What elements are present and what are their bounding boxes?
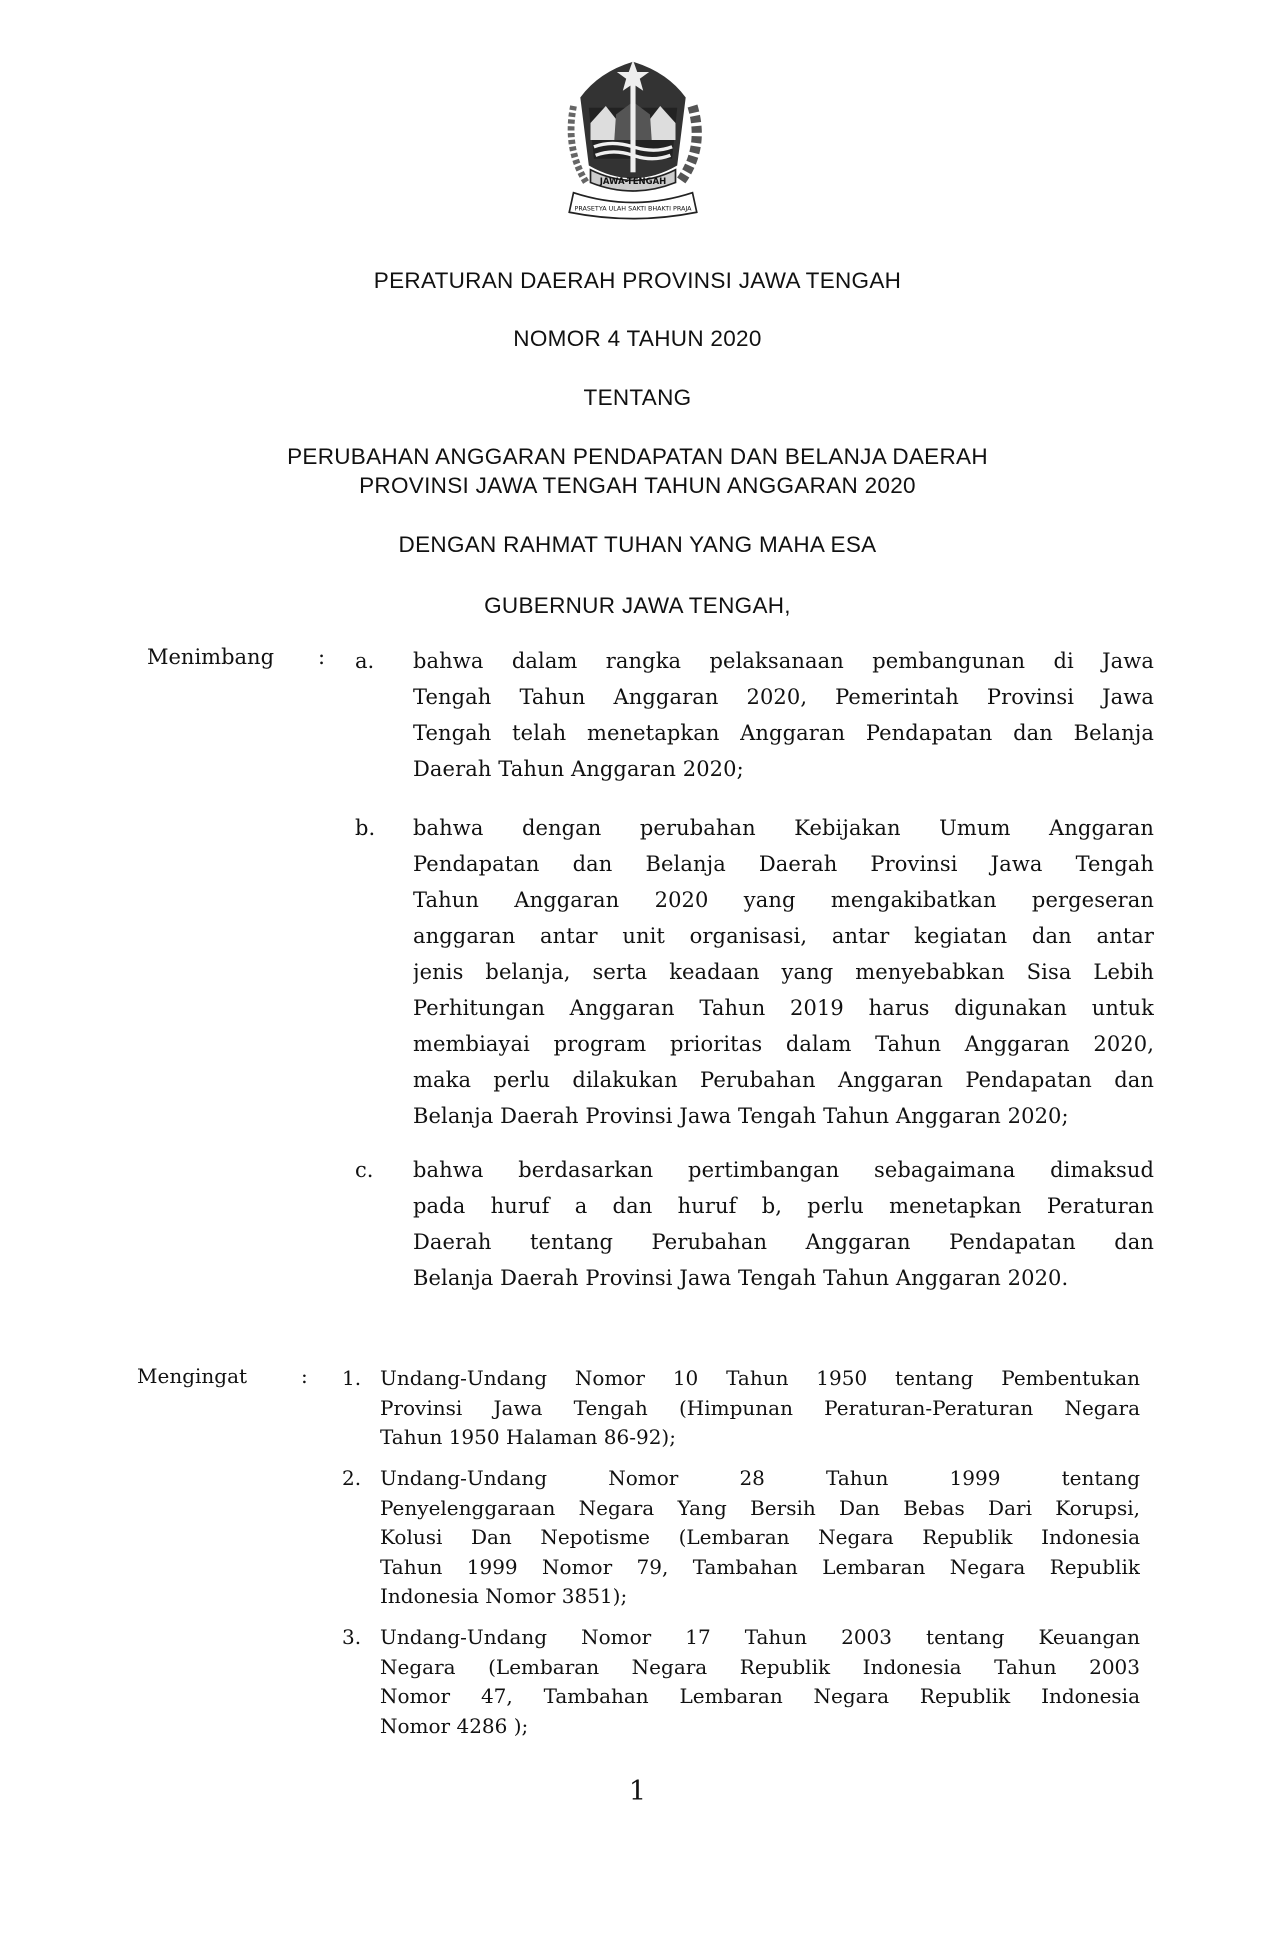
regulation-subject-line1: PERUBAHAN ANGGARAN PENDAPATAN DAN BELANJA DAERAH [287,444,988,469]
mengingat-item [380,1464,1140,1612]
mengingat-item-line: Tahun 1950 Halaman 86-92); [380,1425,676,1450]
mengingat-label: Mengingat [137,1364,248,1388]
regulation-number: NOMOR 4 TAHUN 2020 [513,326,762,351]
mengingat-item-marker: 3. [342,1625,362,1649]
mengingat-item-line: Penyelenggaraan Negara Yang Bersih Dan Bebas Dari Korupsi, [380,1495,1140,1520]
menimbang-item-line: bahwa dalam rangka pelaksanaan pembangunan di Jawa [413,649,1154,673]
mengingat-item-line: Undang-Undang Nomor 10 Tahun 1950 tentang Pembentukan [380,1366,1140,1390]
menimbang-item-line: jenis belanja, serta keadaan yang menyebabkan Sisa Lebih [413,960,1154,984]
mengingat-item-line: Provinsi Jawa Tengah (Himpunan Peraturan-Peraturan Negara [380,1395,1140,1420]
logo-banner-text: JAWA-TENGAH [599,177,667,188]
menimbang-item-line: Daerah tentang Perubahan Anggaran Pendapatan dan [413,1230,1154,1254]
jawa-tengah-coat-of-arms-logo [548,54,718,226]
menimbang-item-marker: c. [355,1158,374,1182]
menimbang-label: Menimbang [147,645,275,669]
logo-motto-text: PRASETYA ULAH SAKTI BHAKTI PRAJA [574,204,692,213]
menimbang-item-line: Perhitungan Anggaran Tahun 2019 harus digunakan untuk [413,996,1154,1020]
mengingat-item-marker: 2. [342,1466,362,1490]
mengingat-item-line: Nomor 4286 ); [380,1713,529,1738]
menimbang-item [413,810,1154,1134]
menimbang-item-line: Tengah telah menetapkan Anggaran Pendapatan dan Belanja [413,721,1154,745]
menimbang-item-line: bahwa berdasarkan pertimbangan sebagaimana dimaksud [413,1158,1154,1182]
menimbang-colon: : [318,645,326,669]
menimbang-item-line: Belanja Daerah Provinsi Jawa Tengah Tahun Anggaran 2020; [413,1104,1069,1128]
mengingat-item-line: Tahun 1999 Nomor 79, Tambahan Lembaran Negara Republik [380,1554,1140,1579]
menimbang-item-line: Daerah Tahun Anggaran 2020; [413,757,744,781]
menimbang-item-line: bahwa dengan perubahan Kebijakan Umum Anggaran [413,816,1154,840]
menimbang-item-line: anggaran antar unit organisasi, antar kegiatan dan antar [413,924,1154,948]
menimbang-item-line: pada huruf a dan huruf b, perlu menetapkan Peraturan [413,1194,1154,1218]
mengingat-item-line: Undang-Undang Nomor 17 Tahun 2003 tentang Keuangan [380,1625,1140,1649]
menimbang-item [413,643,1154,787]
governor-heading: GUBERNUR JAWA TENGAH, [484,593,791,618]
menimbang-item-line: Tahun Anggaran 2020 yang mengakibatkan pergeseran [413,888,1154,912]
mengingat-colon: : [301,1364,308,1388]
regulation-subject-line2: PROVINSI JAWA TENGAH TAHUN ANGGARAN 2020 [359,473,916,498]
blessing-text: DENGAN RAHMAT TUHAN YANG MAHA ESA [398,532,877,557]
mengingat-item [380,1364,1140,1453]
menimbang-item-line: Pendapatan dan Belanja Daerah Provinsi Jawa Tengah [413,852,1154,876]
menimbang-item-line: Belanja Daerah Provinsi Jawa Tengah Tahun Anggaran 2020. [413,1266,1069,1290]
mengingat-item-marker: 1. [342,1366,362,1390]
page-number: 1 [628,1776,647,1807]
regulation-title: PERATURAN DAERAH PROVINSI JAWA TENGAH [373,268,902,293]
menimbang-item-line: maka perlu dilakukan Perubahan Anggaran Pendapatan dan [413,1068,1154,1092]
menimbang-item-marker: a. [355,649,375,673]
menimbang-item-line: membiayai program prioritas dalam Tahun Anggaran 2020, [413,1032,1154,1056]
regulation-about: TENTANG [583,385,692,410]
mengingat-item [380,1623,1140,1741]
menimbang-item [413,1152,1154,1296]
menimbang-item-line: Tengah Tahun Anggaran 2020, Pemerintah Provinsi Jawa [413,685,1154,709]
menimbang-item-marker: b. [355,816,376,840]
mengingat-item-line: Negara (Lembaran Negara Republik Indonesia Tahun 2003 [380,1654,1140,1679]
mengingat-item-line: Indonesia Nomor 3851); [380,1584,628,1609]
mengingat-item-line: Undang-Undang Nomor 28 Tahun 1999 tentang [380,1466,1140,1490]
mengingat-item-line: Nomor 47, Tambahan Lembaran Negara Republik Indonesia [380,1684,1140,1709]
mengingat-item-line: Kolusi Dan Nepotisme (Lembaran Negara Republik Indonesia [380,1525,1140,1550]
